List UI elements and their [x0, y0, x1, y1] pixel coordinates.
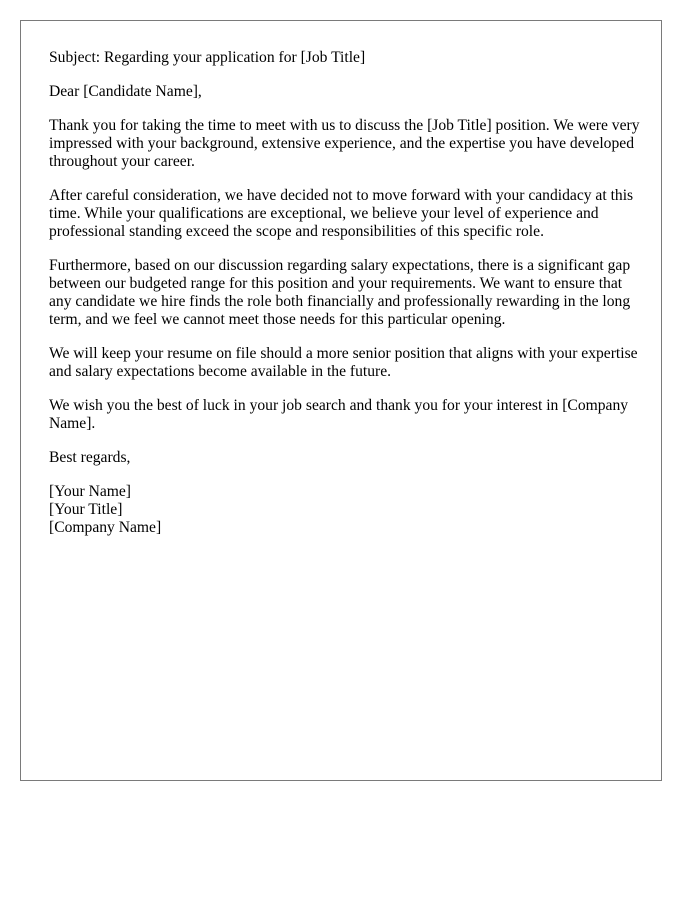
- body-paragraph-5: We wish you the best of luck in your job search and thank you for your interest in [Company Name].: [49, 397, 629, 432]
- signature-title: [Your Title]: [49, 501, 123, 518]
- letter-document: [20, 20, 662, 781]
- signature-company: [Company Name]: [49, 519, 162, 536]
- signature-block: [49, 483, 641, 537]
- body-paragraph-3: Furthermore, based on our discussion regarding salary expectations, there is a significant gap between our budgeted range for this position and your requirements. We want to ensure that any candidate we hire finds the role both financially and professionally rewarding in the long term, and we feel we cannot meet those needs for this particular opening.: [49, 257, 631, 328]
- closing: Best regards,: [49, 449, 131, 466]
- body-paragraph-2: After careful consideration, we have decided not to move forward with your candidacy at this time. While your qualifications are exceptional, we believe your level of experience and professional standing exceed the scope and responsibilities of this specific role.: [49, 187, 634, 240]
- body-paragraph-4: We will keep your resume on file should a more senior position that aligns with your expertise and salary expectations become available in the future.: [49, 345, 638, 380]
- subject-line: Subject: Regarding your application for [Job Title]: [49, 49, 366, 66]
- signature-name: [Your Name]: [49, 483, 132, 500]
- body-paragraph-1: Thank you for taking the time to meet with us to discuss the [Job Title] position. We were very impressed with your background, extensive experience, and the expertise you have developed throughout your career.: [49, 117, 640, 170]
- salutation: Dear [Candidate Name],: [49, 83, 202, 100]
